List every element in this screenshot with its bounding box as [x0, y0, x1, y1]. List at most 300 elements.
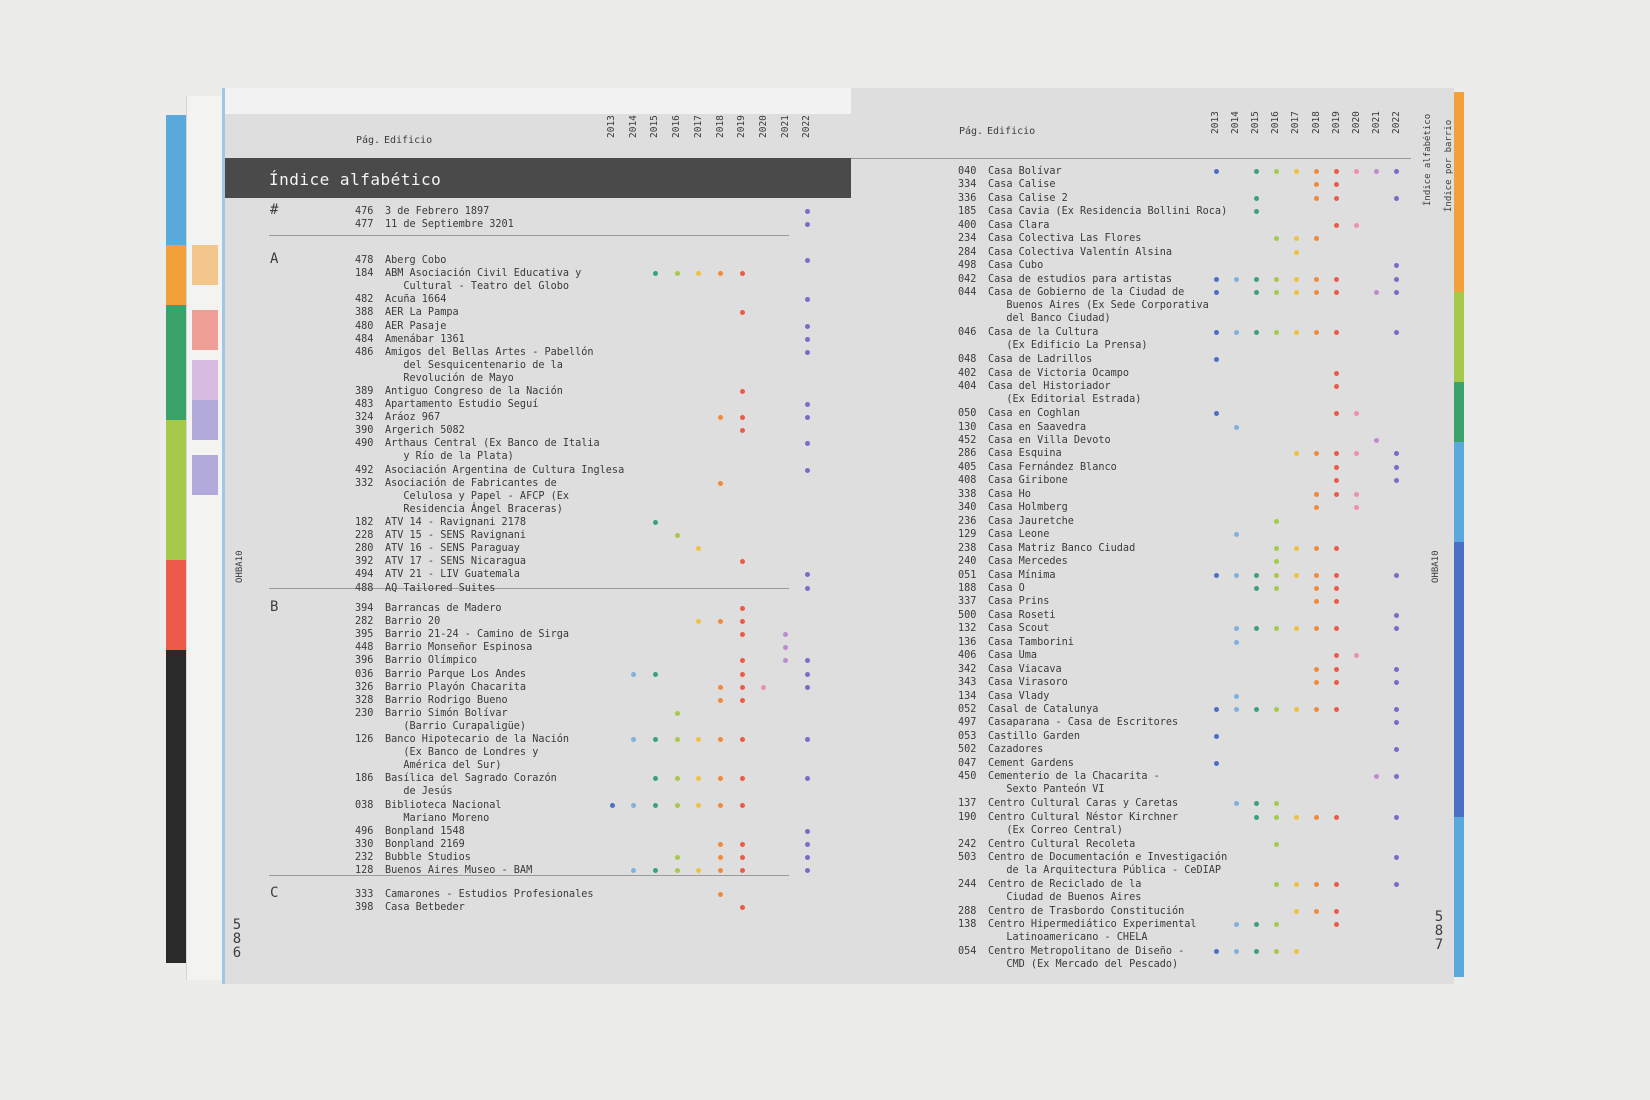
year-dot [1334, 573, 1339, 578]
entry-name: Acuña 1664 [385, 294, 447, 306]
entry-page-number: 132 [958, 623, 977, 635]
year-dot [1254, 949, 1259, 954]
index-entry [355, 218, 514, 231]
year-dot [1214, 707, 1219, 712]
index-entry [958, 353, 1092, 366]
year-header: 2018 [714, 115, 726, 138]
year-dot [805, 842, 810, 847]
entry-page-number: 480 [355, 320, 374, 332]
entry-name: Casa en Villa Devoto [988, 435, 1111, 446]
year-dot [653, 520, 658, 525]
entry-name: Casa Bolívar [988, 166, 1062, 177]
index-entry [958, 663, 1062, 676]
entry-name: Casa de la Cultura [988, 327, 1099, 339]
entry-name: Casa Colectiva Las Flores [988, 233, 1142, 245]
year-dot [1294, 909, 1299, 914]
entry-name: (Barrio Curapaligüe) [385, 720, 527, 732]
vertical-label-index-alphabetical: Índice alfabético [1423, 113, 1433, 206]
entry-name: Banco Hipotecario de la Nación [385, 734, 570, 745]
entry-page-number: 326 [355, 681, 374, 693]
year-dot [1254, 586, 1259, 591]
entry-page-number: 184 [355, 268, 374, 280]
index-entry [355, 628, 569, 641]
year-dot [805, 258, 810, 263]
entry-name: Residencia Ángel Braceras) [385, 503, 563, 515]
entry-name: Casa Calise [988, 179, 1056, 191]
entry-name: Casa Mercedes [988, 556, 1068, 568]
year-dot [740, 606, 745, 611]
index-entry [958, 326, 1147, 352]
year-dot [1234, 573, 1239, 578]
year-dot [1394, 573, 1399, 578]
year-dot [1214, 411, 1219, 416]
year-dot [1294, 882, 1299, 887]
entry-page-number: 450 [958, 771, 977, 783]
entry-name: Latinoamericano - CHELA [988, 932, 1148, 944]
entry-page-number: 130 [958, 421, 977, 433]
index-entry [355, 529, 526, 542]
entry-page-number: 398 [355, 902, 374, 914]
entry-name: Asociación de Fabricantes de [385, 477, 557, 489]
index-entry [958, 636, 1074, 649]
index-entry [958, 380, 1141, 406]
index-entry [958, 178, 1055, 191]
entry-page-number: 048 [958, 354, 977, 366]
entry-name: Casa Ho [988, 488, 1031, 500]
entry-name: Centro de Documentación e Investigación [988, 851, 1228, 863]
entry-page-number: 053 [958, 730, 977, 742]
entry-page-number: 182 [355, 517, 374, 528]
entry-name: ATV 15 - SENS Ravignani [385, 530, 527, 542]
index-entry [355, 516, 526, 529]
year-dot [1334, 223, 1339, 228]
year-header: 2019 [736, 115, 748, 138]
entry-name: AER La Pampa [385, 307, 459, 319]
year-dot [1314, 586, 1319, 591]
year-dot [1254, 815, 1259, 820]
entry-name: Amenábar 1361 [385, 333, 465, 345]
year-dot [1274, 801, 1279, 806]
index-entry [958, 851, 1227, 877]
entry-name: Barrio 21-24 - Camino de Sirga [385, 629, 570, 641]
year-dot [1214, 169, 1219, 174]
entry-page-number: 044 [958, 287, 977, 299]
left-page-gray-panel [225, 114, 851, 984]
index-entry [355, 568, 520, 581]
entry-name: Barrio Playón Chacarita [385, 681, 527, 693]
index-entry [958, 730, 1080, 743]
page-number-digit: 8 [232, 931, 242, 947]
entry-name: Centro Metropolitano de Diseño - [988, 946, 1185, 958]
year-dot [1274, 169, 1279, 174]
entry-name: Antiguo Congreso de la Nación [385, 386, 563, 397]
year-dot [675, 711, 680, 716]
right-page-gray-panel [851, 88, 1454, 984]
index-entry [958, 488, 1031, 501]
entry-page-number: 392 [355, 556, 374, 568]
entry-page-number: 038 [355, 799, 374, 811]
year-dot [1274, 815, 1279, 820]
year-dot [740, 271, 745, 276]
index-entry [355, 320, 446, 333]
year-dot [1234, 801, 1239, 806]
index-entry [958, 501, 1068, 514]
entry-page-number: 389 [355, 386, 374, 397]
entry-name: Casa Matriz Banco Ciudad [988, 542, 1136, 554]
page-edge-tab [192, 310, 218, 350]
year-dot [805, 829, 810, 834]
index-entry [958, 434, 1111, 447]
index-entry [958, 515, 1074, 528]
year-header: 2022 [801, 115, 813, 138]
page-edge-tab [192, 455, 218, 495]
entry-name: ATV 14 - Ravignani 2178 [385, 517, 527, 528]
year-dot [1274, 277, 1279, 282]
year-dot [805, 415, 810, 420]
entry-name: Casa Colectiva Valentín Alsina [988, 246, 1173, 258]
entry-name: Casa en Saavedra [988, 421, 1087, 433]
entry-page-number: 242 [958, 838, 977, 850]
entry-page-number: 047 [958, 757, 977, 769]
section-divider [269, 235, 789, 236]
entry-name: Casa Clara [988, 219, 1050, 231]
year-dot [1234, 922, 1239, 927]
entry-name: Casa en Coghlan [988, 408, 1081, 420]
entry-page-number: 052 [958, 704, 977, 715]
entry-name: Casa Scout [988, 623, 1050, 635]
year-dot [805, 868, 810, 873]
year-dot [1274, 559, 1279, 564]
entry-page-number: 400 [958, 219, 977, 231]
index-entry [355, 901, 465, 914]
entry-page-number: 448 [355, 642, 374, 654]
index-entry [355, 799, 502, 825]
entry-name: Celulosa y Papel - AFCP (Ex [385, 490, 570, 502]
entry-name: América del Sur) [385, 760, 502, 771]
section-letter: B [270, 599, 279, 615]
entry-name: Apartamento Estudio Seguí [385, 399, 539, 411]
year-dot [1334, 815, 1339, 820]
page-number-digit: 5 [1434, 909, 1444, 925]
year-dot [1294, 290, 1299, 295]
entry-page-number: 342 [958, 663, 977, 675]
entry-page-number: 286 [958, 448, 977, 460]
index-entry [355, 602, 502, 615]
vertical-label-index-by-neighborhood: Índice por barrio [1444, 119, 1454, 212]
year-dot [1254, 573, 1259, 578]
year-header: 2021 [1370, 111, 1382, 134]
page-number [231, 918, 243, 960]
page-edge-tab [192, 360, 218, 400]
entry-name: (Ex Editorial Estrada) [988, 394, 1142, 406]
entry-name: Bonpland 2169 [385, 838, 465, 850]
entry-name: Casal de Catalunya [988, 704, 1099, 715]
entry-page-number: 497 [958, 717, 977, 729]
entry-name: Casa Mínima [988, 569, 1056, 581]
entry-page-number: 482 [355, 294, 374, 306]
entry-name: Centro de Reciclado de la [988, 878, 1142, 890]
page-edge-tab [1454, 442, 1464, 542]
index-entry [355, 838, 465, 851]
index-entry [958, 367, 1129, 380]
entry-page-number: 134 [958, 690, 977, 702]
year-dot [740, 619, 745, 624]
entry-page-number: 185 [958, 206, 977, 218]
index-entry [355, 293, 446, 306]
entry-name: Casa Prins [988, 596, 1050, 608]
year-header: 2019 [1330, 111, 1342, 134]
entry-name: Casa Giribone [988, 475, 1068, 487]
year-header: 2014 [1230, 111, 1242, 134]
index-entry [958, 703, 1098, 716]
year-dot [675, 855, 680, 860]
index-entry [355, 641, 532, 654]
index-entry [958, 743, 1043, 756]
entry-name: Casa Vlady [988, 690, 1050, 702]
year-dot [718, 803, 723, 808]
year-dot [1214, 277, 1219, 282]
year-dot [1254, 196, 1259, 201]
index-entry [355, 615, 440, 628]
year-header: 2020 [1350, 111, 1362, 134]
year-dot [675, 803, 680, 808]
entry-name: Buenos Aires Museo - BAM [385, 865, 533, 876]
index-entry [958, 690, 1049, 703]
year-dot [1334, 909, 1339, 914]
year-header: 2016 [671, 115, 683, 138]
year-dot [1234, 277, 1239, 282]
page-number-digit: 8 [1434, 923, 1444, 939]
entry-page-number: 324 [355, 412, 374, 424]
year-dot [1294, 949, 1299, 954]
entry-name: Casa Esquina [988, 448, 1062, 460]
index-entry [355, 542, 520, 555]
entry-name: Casa Uma [988, 650, 1038, 662]
entry-name: Ciudad de Buenos Aires [988, 891, 1142, 903]
entry-name: Casa de Gobierno de la Ciudad de [988, 287, 1185, 299]
year-dot [1334, 586, 1339, 591]
entry-name: Casa Holmberg [988, 502, 1068, 514]
index-entry [355, 825, 465, 838]
entry-page-number: 328 [355, 694, 374, 706]
entry-page-number: 388 [355, 307, 374, 319]
year-dot [718, 855, 723, 860]
entry-page-number: 452 [958, 435, 977, 446]
index-entry [958, 595, 1049, 608]
entry-name: ATV 17 - SENS Nicaragua [385, 556, 527, 568]
year-dot [1274, 949, 1279, 954]
entry-name: Biblioteca Nacional [385, 799, 502, 811]
entry-name: de la Arquitectura Pública - CeDIAP [988, 864, 1222, 876]
index-entry [355, 306, 459, 319]
entry-page-number: 126 [355, 734, 374, 745]
entry-page-number: 188 [958, 582, 977, 594]
entry-name: Barrancas de Madero [385, 603, 502, 614]
left-page [222, 88, 851, 984]
entry-name: Barrio Parque Los Andes [385, 668, 527, 680]
index-entry [958, 555, 1068, 568]
index-entry [355, 267, 581, 293]
index-entry [958, 219, 1049, 232]
page-number-digit: 7 [1434, 937, 1444, 953]
year-dot [1254, 707, 1259, 712]
year-dot [1214, 290, 1219, 295]
index-entry [355, 681, 526, 694]
entry-name: Casa Cubo [988, 260, 1044, 272]
entry-name: Barrio Rodrigo Bueno [385, 694, 508, 706]
entry-page-number: 336 [958, 192, 977, 204]
year-header: 2013 [1210, 111, 1221, 134]
index-entry [958, 945, 1184, 971]
entry-name: Casa Fernández Blanco [988, 461, 1117, 473]
index-entry [355, 333, 465, 346]
entry-name: Casa de estudios para artistas [988, 273, 1173, 285]
year-dot [1294, 169, 1299, 174]
year-dot [718, 685, 723, 690]
year-dot [1274, 573, 1279, 578]
entry-page-number: 395 [355, 629, 374, 641]
year-dot [1214, 330, 1219, 335]
entry-name: Casa Tamborini [988, 636, 1074, 648]
building-column-header: Edificio [384, 135, 433, 146]
year-dot [1354, 223, 1359, 228]
entry-page-number: 232 [355, 851, 374, 863]
year-dot [1274, 290, 1279, 295]
year-dot [1234, 532, 1239, 537]
entry-name: Camarones - Estudios Profesionales [385, 889, 594, 900]
page-edge-tab [1454, 92, 1464, 292]
section-letter: A [270, 251, 279, 267]
entry-name: Aberg Cobo [385, 255, 447, 266]
entry-name: Cultural - Teatro del Globo [385, 281, 570, 293]
year-dot [740, 415, 745, 420]
index-entry [355, 555, 526, 568]
year-dot [1334, 465, 1339, 470]
year-dot [1314, 169, 1319, 174]
index-entry [958, 878, 1141, 904]
entry-name: (Ex Correo Central) [988, 824, 1123, 836]
section-letter: C [270, 885, 279, 901]
year-dot [1274, 842, 1279, 847]
year-dot [805, 586, 810, 591]
page-column-header: Pág. [959, 126, 984, 137]
entry-name: ABM Asociación Civil Educativa y [385, 268, 582, 280]
year-dot [1294, 573, 1299, 578]
year-header: 2013 [606, 115, 617, 138]
year-dot [1314, 492, 1319, 497]
index-entry [355, 582, 495, 595]
year-dot [675, 737, 680, 742]
entry-page-number: 338 [958, 488, 977, 500]
entry-name: Casa Viacava [988, 663, 1062, 675]
year-dot [718, 842, 723, 847]
page-number-digit: 6 [232, 945, 242, 961]
entry-name: 11 de Septiembre 3201 [385, 219, 514, 231]
entry-page-number: 405 [958, 461, 977, 473]
entry-page-number: 128 [355, 865, 374, 876]
entry-name: Casa Cavia (Ex Residencia Bollini Roca) [988, 206, 1228, 218]
entry-page-number: 137 [958, 798, 977, 810]
entry-name: Cementerio de la Chacarita - [988, 771, 1160, 783]
entry-page-number: 476 [355, 206, 374, 217]
index-entry [958, 838, 1135, 851]
entry-name: AQ Tailored Suites [385, 582, 496, 594]
page-edge-tab [1454, 542, 1464, 817]
year-dot [1314, 546, 1319, 551]
year-dot [1334, 546, 1339, 551]
section-divider [269, 588, 789, 589]
entry-page-number: 484 [355, 333, 374, 345]
entry-page-number: 284 [958, 246, 977, 258]
year-dot [653, 737, 658, 742]
entry-name: Buenos Aires (Ex Sede Corporativa [988, 300, 1209, 312]
entry-page-number: 498 [958, 260, 977, 272]
year-dot [1214, 357, 1219, 362]
year-dot [653, 672, 658, 677]
index-entry [355, 888, 594, 901]
year-dot [1254, 801, 1259, 806]
entry-name: Cazadores [988, 744, 1044, 756]
entry-page-number: 486 [355, 346, 374, 358]
year-dot [1314, 277, 1319, 282]
entry-page-number: 046 [958, 327, 977, 339]
entry-page-number: 477 [355, 219, 374, 231]
year-dot [740, 672, 745, 677]
year-dot [1314, 573, 1319, 578]
index-entry [355, 464, 624, 477]
year-dot [1254, 922, 1259, 927]
entry-name: Casa Virasoro [988, 677, 1068, 689]
entry-name: Barrio Simón Bolívar [385, 707, 508, 719]
entry-name: Casa Leone [988, 529, 1050, 541]
entry-page-number: 230 [355, 707, 374, 719]
entry-page-number: 330 [355, 838, 374, 850]
year-dot [718, 892, 723, 897]
entry-page-number: 406 [958, 650, 977, 662]
entry-page-number: 390 [355, 425, 374, 437]
year-dot [1274, 519, 1279, 524]
entry-name: Asociación Argentina de Cultura Inglesa [385, 464, 625, 476]
year-dot [1234, 626, 1239, 631]
entry-page-number: 280 [355, 543, 374, 555]
index-entry [958, 232, 1141, 245]
year-dot [805, 337, 810, 342]
index-entry [958, 582, 1025, 595]
index-entry [355, 654, 477, 667]
index-entry [355, 424, 465, 437]
year-dot [1354, 492, 1359, 497]
index-entry [355, 772, 557, 798]
entry-page-number: 240 [958, 556, 977, 568]
entry-page-number: 036 [355, 668, 374, 680]
header-divider [851, 158, 1411, 159]
page-edge-tab [192, 245, 218, 285]
building-column-header: Edificio [987, 126, 1036, 137]
year-dot [740, 868, 745, 873]
year-dot [805, 324, 810, 329]
index-entry [958, 770, 1160, 796]
entry-page-number: 408 [958, 475, 977, 487]
side-label: OHBA10 [1431, 550, 1441, 583]
year-header: 2018 [1310, 111, 1322, 134]
entry-page-number: 332 [355, 477, 374, 489]
year-dot [1274, 707, 1279, 712]
year-dot [1254, 277, 1259, 282]
entry-page-number: 490 [355, 438, 374, 450]
index-entry [958, 273, 1172, 286]
entry-name: Casa O [988, 582, 1025, 594]
year-dot [805, 209, 810, 214]
